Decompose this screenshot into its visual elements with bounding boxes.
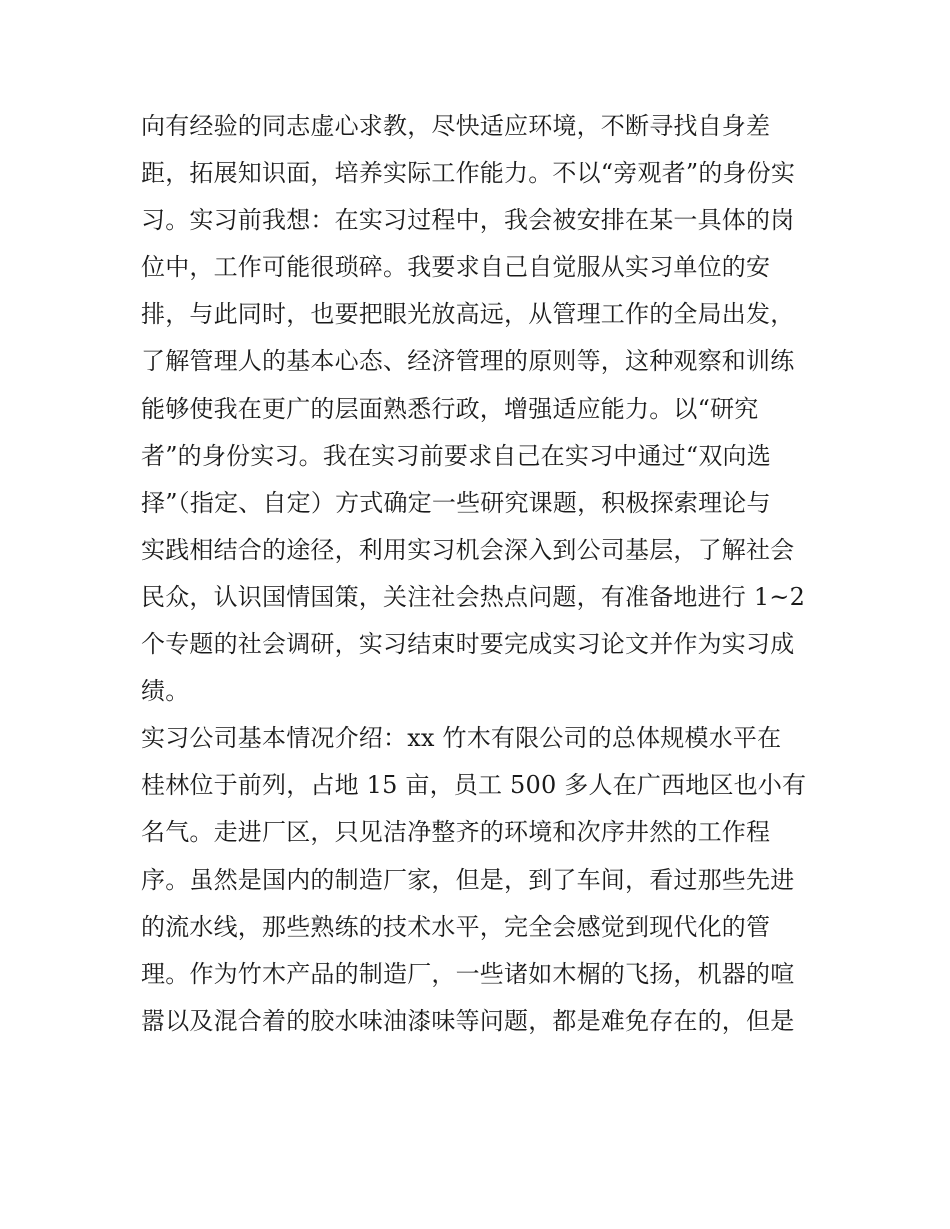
text-line: 嚣以及混合着的胶水味油漆味等问题，都是难免存在的，但是 (141, 1006, 795, 1035)
text-line: 者”的身份实习。我在实习前要求自己在实习中通过“双向选 (141, 441, 771, 470)
text-line: 向有经验的同志虚心求教，尽快适应环境，不断寻找自身差 (141, 112, 771, 140)
text-line: 实践相结合的途径，利用实习机会深入到公司基层，了解社会 (141, 535, 795, 564)
text-line: 理。作为竹木产品的制造厂，一些诸如木榍的飞扬，机器的喧 (141, 959, 795, 988)
text-line: 民众，认识国情国策，关注社会热点问题，有准备地进行 1~2 (141, 582, 806, 611)
text-line: 排，与此同时，也要把眼光放高远，从管理工作的全局出发， (141, 300, 795, 329)
text-line: 距，拓展知识面，培养实际工作能力。不以“旁观者”的身份实 (141, 159, 796, 188)
text-line: 实习公司基本情况介绍：xx 竹木有限公司的总体规模水平在 (141, 724, 782, 753)
text-line: 了解管理人的基本心态、经济管理的原则等，这种观察和训练 (141, 347, 795, 376)
text-line: 个专题的社会调研，实习结束时要完成实习论文并作为实习成 (141, 630, 795, 659)
body-text (141, 103, 821, 1045)
text-line: 名气。走进厂区，只见洁净整齐的环境和次序井然的工作程 (141, 818, 771, 847)
text-line: 的流水线，那些熟练的技术水平，完全会感觉到现代化的管 (141, 912, 771, 941)
text-line: 桂林位于前列，占地 15 亩，员工 500 多人在广西地区也小有 (141, 771, 807, 800)
text-line: 能够使我在更广的层面熟悉行政，增强适应能力。以“研究 (141, 394, 759, 423)
text-line: 习。实习前我想：在实习过程中，我会被安排在某一具体的岗 (141, 206, 795, 235)
text-line: 择”（指定、自定）方式确定一些研究课题，积极探索理论与 (141, 488, 771, 517)
text-line: 位中，工作可能很琐碎。我要求自己自觉服从实习单位的安 (141, 253, 771, 282)
text-line: 序。虽然是国内的制造厂家，但是，到了车间，看过那些先进 (141, 865, 795, 894)
text-line: 绩。 (141, 677, 190, 706)
